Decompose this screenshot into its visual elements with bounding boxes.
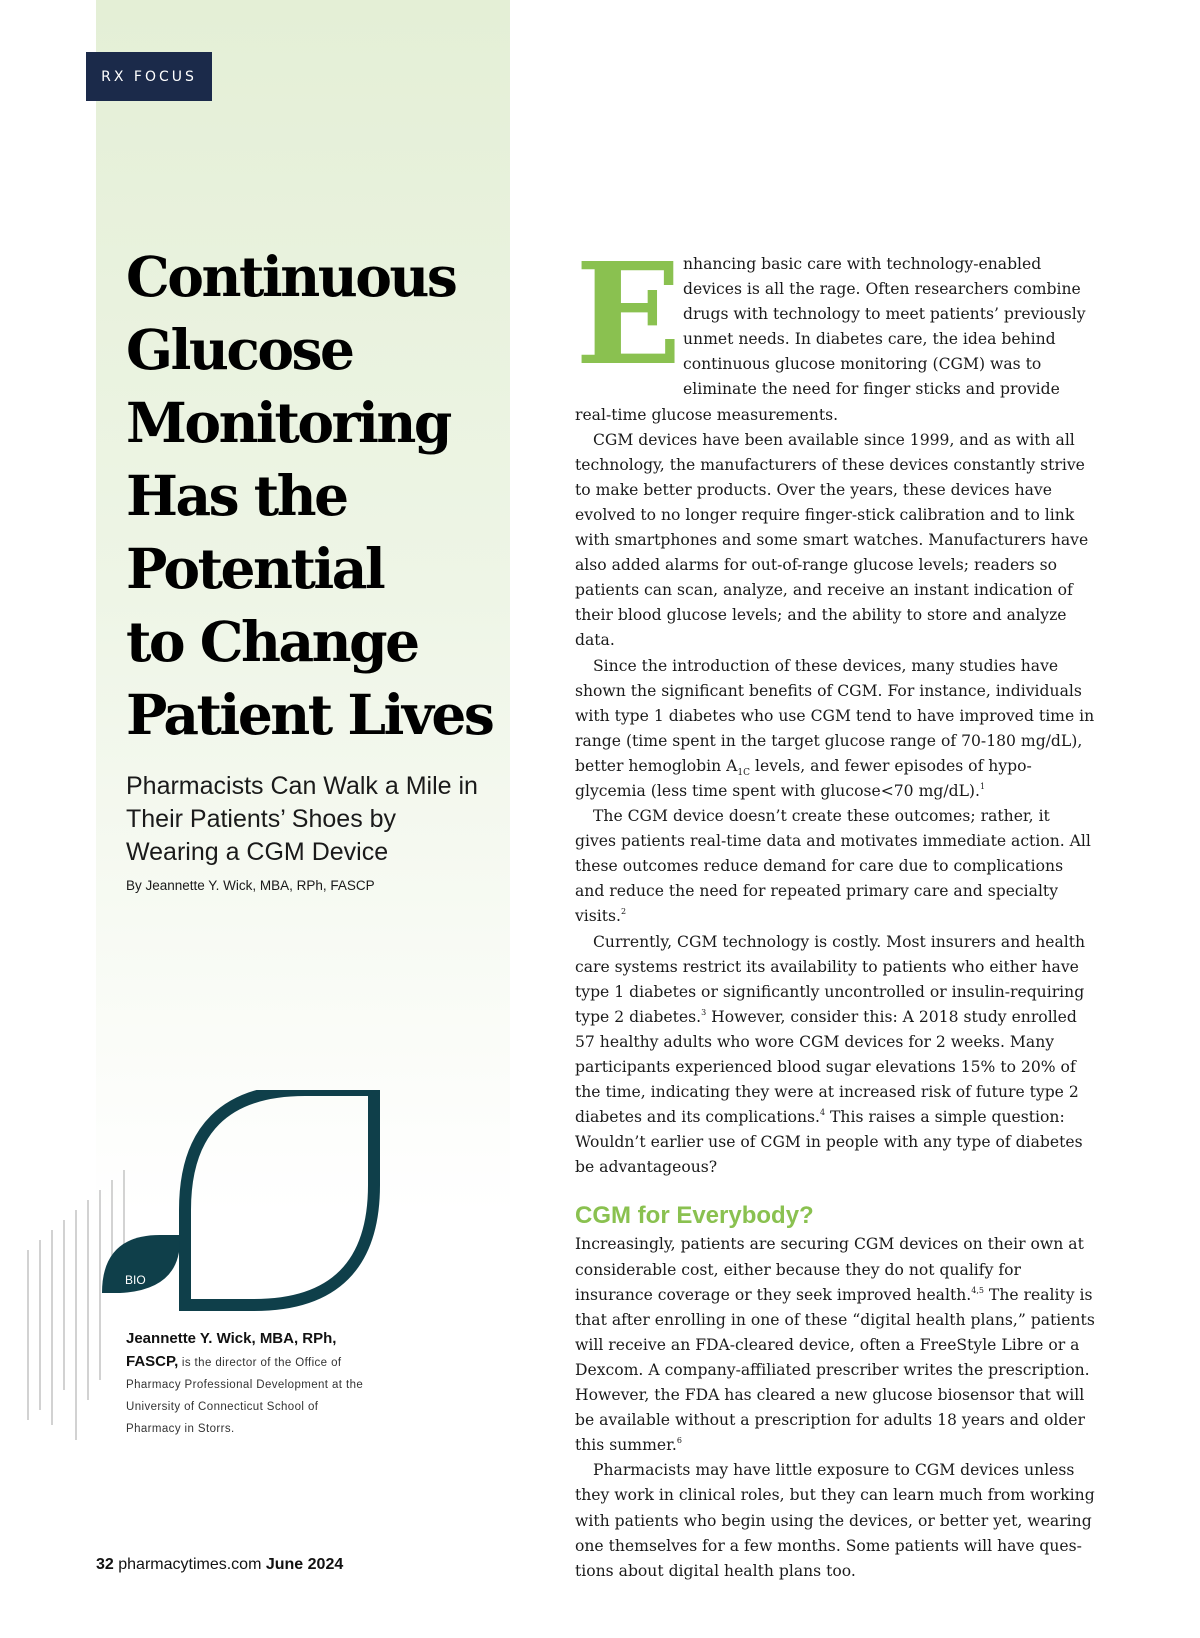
reference-marker: 1 [979, 781, 986, 791]
page-footer [96, 1556, 343, 1574]
article-paragraph [575, 804, 1095, 929]
article-paragraph [575, 1458, 1095, 1583]
section-tag: RX FOCUS [86, 52, 212, 101]
subscript: 1C [737, 767, 751, 778]
bio-description: is the director of the Office of Pharmacy Professional Development at the University of Connecticut School of Pharmacy in Storrs. [126, 1357, 364, 1435]
reference-marker: 2 [621, 907, 627, 917]
headline-line: to Change [126, 609, 418, 674]
subheadline: Pharmacists Can Walk a Mile in Their Patients’ Shoes by Wearing a CGM Device [126, 772, 478, 866]
headline-line: Monitoring [126, 390, 450, 455]
paragraph-text: However, consider this: A 2018 study enrolled 57 healthy adults who wore CGM devices for 2 weeks. Many participants experienced blood sugar elevations 15% to 20% of the time, indicating they were at increased risk of future type 2 diabetes and its complications. [575, 1007, 1079, 1127]
paragraph-text: levels, and fewer episodes of hypoglycemia (less time spent with glucose<70 mg/dL). [575, 756, 1032, 800]
reference-marker: 3 [701, 1007, 707, 1017]
leaf-outline [185, 1090, 374, 1305]
byline: By Jeannette Y. Wick, MBA, RPh, FASCP [126, 878, 375, 893]
bio-name: Jeannette Y. Wick, MBA, RPh, FASCP, [126, 1330, 337, 1370]
reference-marker: 4 [819, 1108, 826, 1118]
article-paragraph [575, 428, 1095, 654]
reference-marker: 4,5 [971, 1285, 984, 1295]
paragraph-text: Pharmacists may have little exposure to CGM devices unless they work in clinical roles, but they can learn much from working with patients who begin using the devices, or better yet, wearing one themselves for a few months. Some patients will have questions about digital health plans too. [575, 1461, 1095, 1580]
footer-issue-date: June 2024 [265, 1556, 344, 1573]
paragraph-text: Increasingly, patients are securing CGM devices on their own at considerable cost, either because they do not qualify for insurance coverage or they seek improved health. [575, 1235, 1084, 1304]
article-paragraph [575, 654, 1095, 805]
paragraph-text: nhancing basic care with technology-enabled devices is all the rage. Often researchers combine drugs with technology to meet patients’ previously unmet needs. In diabetes care, the idea behind continuous glucose monitoring (CGM) was to eliminate the need for finger sticks and provide real-time glucose measurements. [575, 255, 1086, 424]
page-number: 32 [96, 1556, 114, 1573]
headline [126, 240, 506, 751]
headline-line: Potential [126, 536, 384, 601]
author-bio [126, 1328, 366, 1440]
article-paragraph [575, 1232, 1095, 1458]
paragraph-text: The CGM device doesn’t create these outcomes; rather, it gives patients real-time data and motivates immediate action. All these outcomes reduce demand for care due to complications and reduce the need for repeated primary care and specialty visits. [575, 807, 1091, 926]
paragraph-text: This raises a simple question: Wouldn’t earlier use of CGM in people with any type of diabetes be advantageous? [575, 1108, 1083, 1177]
article-paragraph [575, 930, 1095, 1181]
paragraph-text: The reality is that after enrolling in one of these “digital health plans,” patients will receive an FDA-cleared device, often a FreeStyle Libre or a Dexcom. A company-affiliated prescriber writes the prescription. However, the FDA has cleared a new glucose biosensor that will be available without a prescription for adults 18 years and older this summer. [575, 1285, 1095, 1455]
paragraph-text: Since the introduction of these devices, many studies have shown the significant benefits of CGM. For instance, individuals with type 1 diabetes who use CGM tend to have improved time in range (time spent in the target glucose range of 70-180 mg/dL), better hemoglobin A [575, 656, 1095, 775]
paragraph-text: Currently, CGM technology is costly. Most insurers and health care systems restrict its availability to patients who either have type 1 diabetes or significantly uncontrolled or insulin-requiring type 2 diabetes. [575, 932, 1086, 1026]
section-heading: CGM for Everybody? [575, 1202, 814, 1230]
bio-tag: BIO [125, 1273, 146, 1287]
headline-line: Patient Lives [126, 682, 493, 747]
footer-site: pharmacytimes.com [118, 1556, 262, 1573]
headline-line: Has the [126, 463, 347, 528]
headline-line: Continuous [126, 244, 456, 309]
article-body [575, 233, 1095, 1584]
reference-marker: 6 [676, 1436, 682, 1446]
vertical-lines-decoration [28, 1170, 124, 1440]
drop-cap: E [575, 233, 682, 397]
paragraph-text: CGM devices have been available since 1999, and as with all technology, the manufacturers of these devices constantly strive to make better products. Over the years, these devices have evolved to no longer require finger-stick calibration and to link with smartphones and some smart watches. Manufacturers have also added alarms for out-of-range glucose levels; readers so patients can scan, analyze, and receive an instant indication of their blood glucose levels; and the ability to store and analyze data. [575, 430, 1089, 650]
headline-line: Glucose [126, 317, 353, 382]
article-paragraph [575, 233, 1095, 428]
